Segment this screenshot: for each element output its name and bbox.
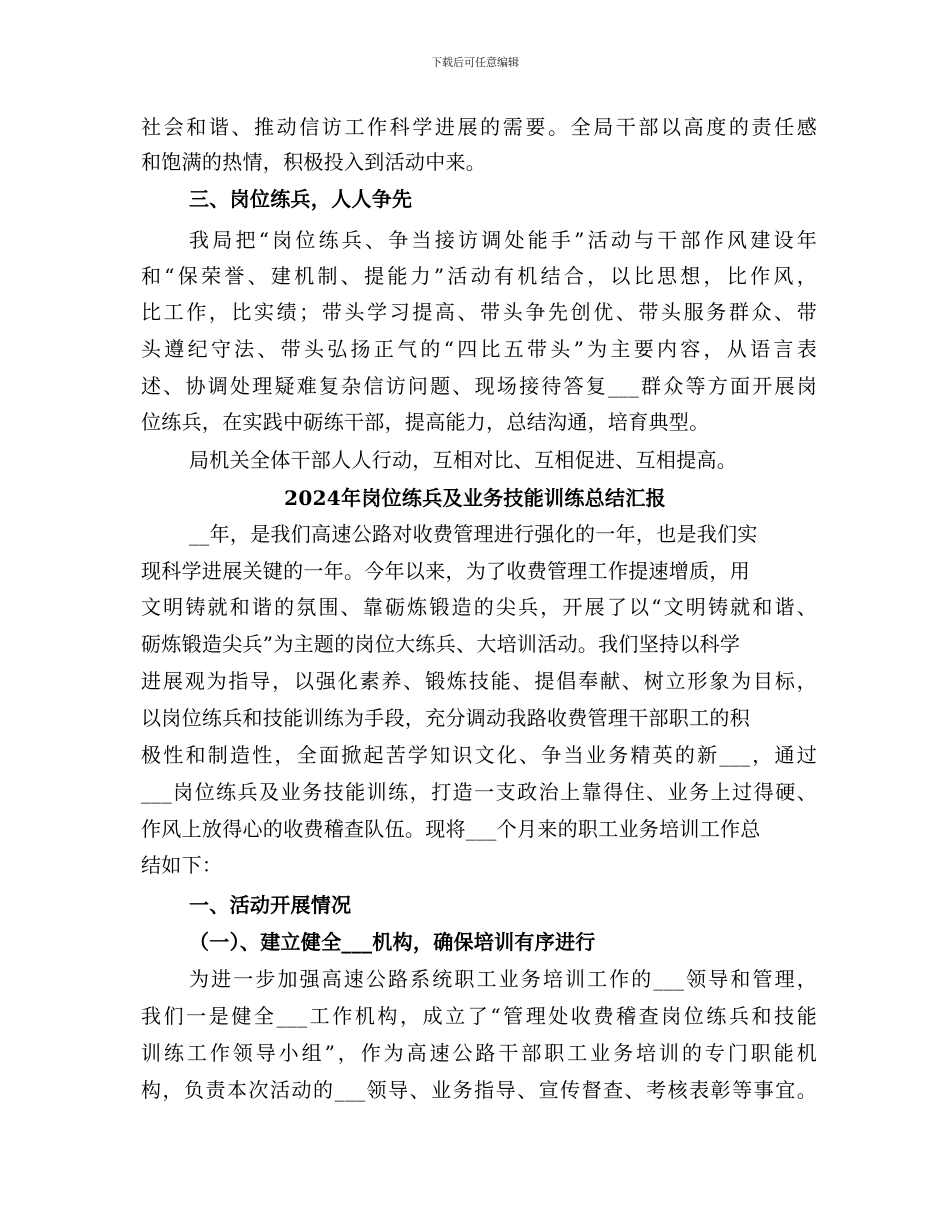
text-line: 位练兵，在实践中砺练干部，提高能力，总结沟通，培育典型。 (141, 410, 710, 434)
text-line: 进展观为指导，以强化素养、锻炼技能、提倡奉献、树立形象为目标， (141, 669, 817, 693)
subsection-heading: （一）、建立健全___机构，确保培训有序进行 (189, 930, 596, 954)
text-line: 为进一步加强高速公路系统职工业务培训工作的___领导和管理， (189, 967, 817, 991)
text-line: 极性和制造性，全面掀起苦学知识文化、争当业务精英的新___，通过 (141, 743, 817, 767)
text-line: 以岗位练兵和技能训练为手段，充分调动我路收费管理干部职工的积 (141, 706, 750, 730)
document-title: 2024年岗位练兵及业务技能训练总结汇报 (284, 486, 666, 510)
text-line: 述、协调处理疑难复杂信访问题、现场接待答复___群众等方面开展岗 (141, 374, 817, 398)
text-line: ___岗位练兵及业务技能训练，打造一支政治上靠得住、业务上过得硬、 (141, 780, 817, 804)
text-line: 社会和谐、推动信访工作科学进展的需要。全局干部以高度的责任感 (141, 115, 817, 139)
text-line: 砺炼锻造尖兵”为主题的岗位大练兵、大培训活动。我们坚持以科学 (141, 632, 741, 656)
text-line: 和饱满的热情，积极投入到活动中来。 (141, 150, 487, 174)
text-line: 我们一是健全___工作机构，成立了“管理处收费稽查岗位练兵和技能 (141, 1004, 817, 1028)
text-line: 现科学进展关键的一年。今年以来，为了收费管理工作提速增质，用 (141, 559, 750, 583)
section-heading: 一、活动开展情况 (189, 893, 352, 917)
text-line: 结如下： (141, 853, 223, 877)
text-line: 文明铸就和谐的氛围、靠砺炼锻造的尖兵，开展了以“文明铸就和谐、 (141, 595, 817, 619)
text-line: 比工作，比实绩；带头学习提高、带头争先创优、带头服务群众、带 (141, 300, 817, 324)
section-heading: 三、岗位练兵，人人争先 (189, 187, 413, 211)
text-line: 训练工作领导小组”，作为高速公路干部职工业务培训的专门职能机 (141, 1041, 817, 1065)
text-line: 头遵纪守法、带头弘扬正气的“四比五带头”为主要内容，从语言表 (141, 337, 817, 361)
text-line: 局机关全体干部人人行动，互相对比、互相促进、互相提高。 (189, 448, 738, 472)
header-note: 下载后可任意编辑 (431, 56, 519, 69)
text-line: 作风上放得心的收费稽查队伍。现将___个月来的职工业务培训工作总 (141, 817, 761, 841)
text-line: 和“保荣誉、建机制、提能力”活动有机结合，以比思想，比作风， (141, 264, 817, 288)
text-line: 我局把“岗位练兵、争当接访调处能手”活动与干部作风建设年 (189, 228, 817, 252)
text-line: __年，是我们高速公路对收费管理进行强化的一年，也是我们实 (189, 522, 758, 546)
text-line: 构，负责本次活动的___领导、业务指导、宣传督查、考核表彰等事宜。 (141, 1078, 817, 1102)
